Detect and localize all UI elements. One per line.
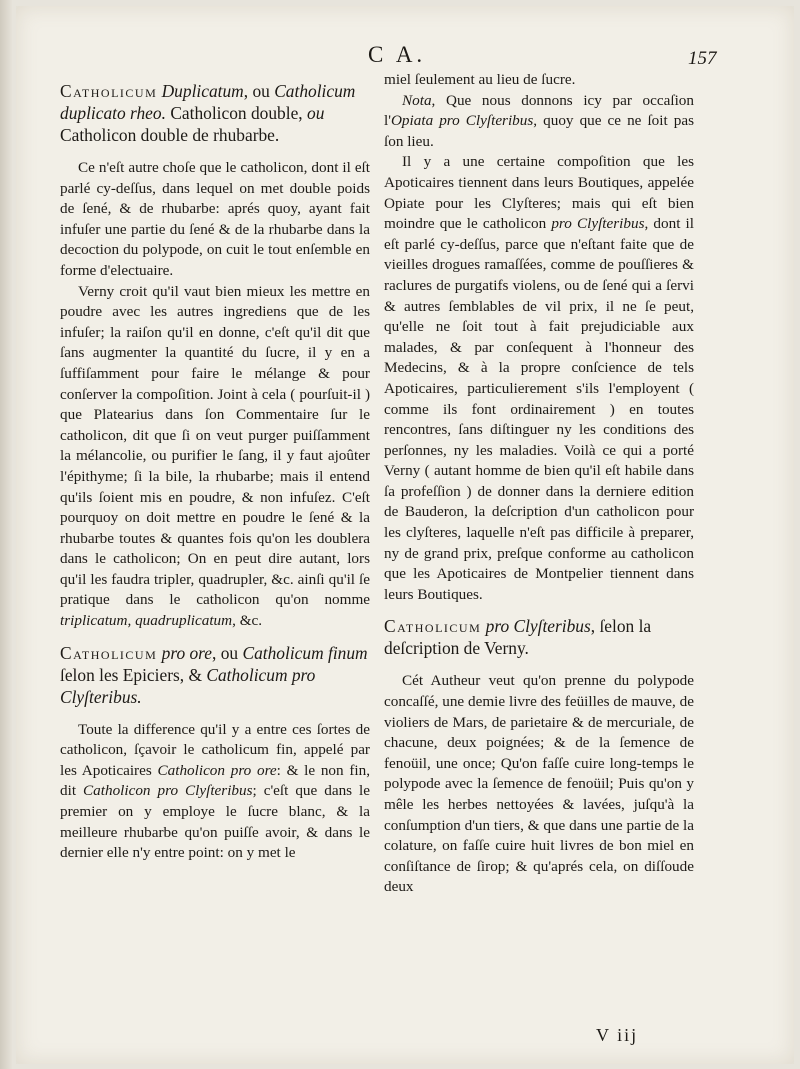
book-page — [16, 6, 794, 1064]
entry-heading-catholicum-duplicatum: Catholicum Duplicatum, ou Catholicum duplicato rheo. Catholicon double, ou Catholicon double de rhubarbe. — [60, 81, 356, 145]
signature-mark: V iij — [596, 1025, 639, 1045]
page-edge — [0, 0, 12, 1069]
right-column — [384, 70, 694, 898]
entry-heading-catholicum-pro-clysteribus: Catholicum pro Clyſteribus, ſelon la deſcription de Verny. — [384, 616, 652, 659]
paragraph: Ce n'eſt autre choſe que le catholicon, dont il eſt parlé cy-deſſus, dans lequel on met double poids de ſené, & de rhubarbe: aprés quoy, ayant fait infuſer une partie du ſené & de la rhubarbe dans la decoction du polypode, on cuit le tout enſemble en forme d'electuaire. — [60, 159, 370, 279]
paragraph: Il y a une certaine compoſition que les Apoticaires tiennent dans leurs Boutiques, appelée Opiate pour les Clyſteres; mais qui eſt bien moindre que le catholicon pro Clyſteribus, dont il eſt parlé cy-deſſus, parce que n'eſtant faite que de vieilles drogues ramaſſées, comme de pouſſieres & raclures de purgatifs violens, ou de ſené qui a ſervi & autres ſemblables de vil prix, il ne ſe peut, qu'elle ne ſoit tout à fait prejudiciable aux malades, & par conſequent à l'honneur des Medecins, & à la propre conſcience de tels Apoticaires, particulierement s'ils l'employent ( comme ils font ordinairement ) en toutes rencontres, ſans diſtinguer ny les conditions des perſonnes, ny les maladies. Voilà ce qui a porté Verny ( autant homme de bien qu'il eſt habile dans ſa profeſſion ) de donner dans la derniere edition de Bauderon, la deſcription d'un catholicon pour les clyſteres, laquelle n'eſt pas difficile à preparer, ny de grand prix, preſque conforme au catholicon que les Apoticaires de Montpelier tiennent dans leurs Boutiques. — [384, 153, 694, 603]
paragraph-nota: Nota, Que nous donnons icy par occaſion l'Opiata pro Clyſteribus, quoy que ce ne ſoit pas ſon lieu. — [384, 91, 694, 150]
page-number: 157 — [688, 48, 717, 69]
paragraph: Cét Autheur veut qu'on prenne du polypode concaſſé, une demie livre des feüilles de mauve, de violiers de Mars, de parietaire & de mercuriale, de chacune, deux poignées; & de la ſemence de fenoüil, une once; Qu'on faſſe cuire long-temps le polypode avec la ſemence de fenoüil; Puis qu'on y mêle les herbes nettoyées & lavées, juſqu'à la conſumption d'un tiers, & que dans une partie de la colature, on faſſe cuire huit livres de bon miel en conſiſtance de ſirop; & qu'aprés cela, on diſſoude deux — [384, 672, 694, 896]
paragraph: miel ſeulement au lieu de ſucre. — [384, 71, 576, 88]
entry-heading-catholicum-pro-ore: Catholicum pro ore, ou Catholicum finum ſelon les Epiciers, & Catholicum pro Clyſteribus. — [60, 642, 368, 707]
left-column — [60, 70, 370, 864]
paragraph: Verny croit qu'il vaut bien mieux les mettre en poudre avec les autres ingrediens que de les infuſer; la raiſon qu'il en donne, c'eſt qu'il dit que ſans augmenter la quantité du ſucre, il y en a ſuffiſamment pour faire le mélange & pour conſerver la compoſition. Joint à cela ( pourſuit-il ) que Platearius dans ſon Commentaire ſur le catholicon, dit que ſi on veut purger puiſſamment la mélancolie, ou purifier le ſang, il y faut ajoûter l'épithyme; ſi la bile, la rhubarbe; mais il entend qu'ils ſoient mis en poudre, & non infuſez. C'eſt pourquoy on doit mettre en poudre le ſené & la rhubarbe toutes & quantes fois qu'on les doublera dans le catholicon; On en peut dire autant, lors qu'il les faudra tripler, quadrupler, &c. ainſi qu'il ſe pratique dans le catholicon qu'on nomme triplicatum, quadruplicatum, &c. — [60, 282, 370, 630]
paragraph: Toute la difference qu'il y a entre ces ſortes de catholicon, ſçavoir le catholicum fin, appelé par les Apoticaires Catholicon pro ore: & le non fin, dit Catholicon pro Clyſteribus; c'eſt que dans le premier on y employe le ſucre blanc, & la meilleure rhubarbe qu'on puiſſe avoir, & dans le dernier elle n'y entre point: on y met le — [60, 720, 371, 862]
running-head: C A. — [368, 42, 427, 67]
